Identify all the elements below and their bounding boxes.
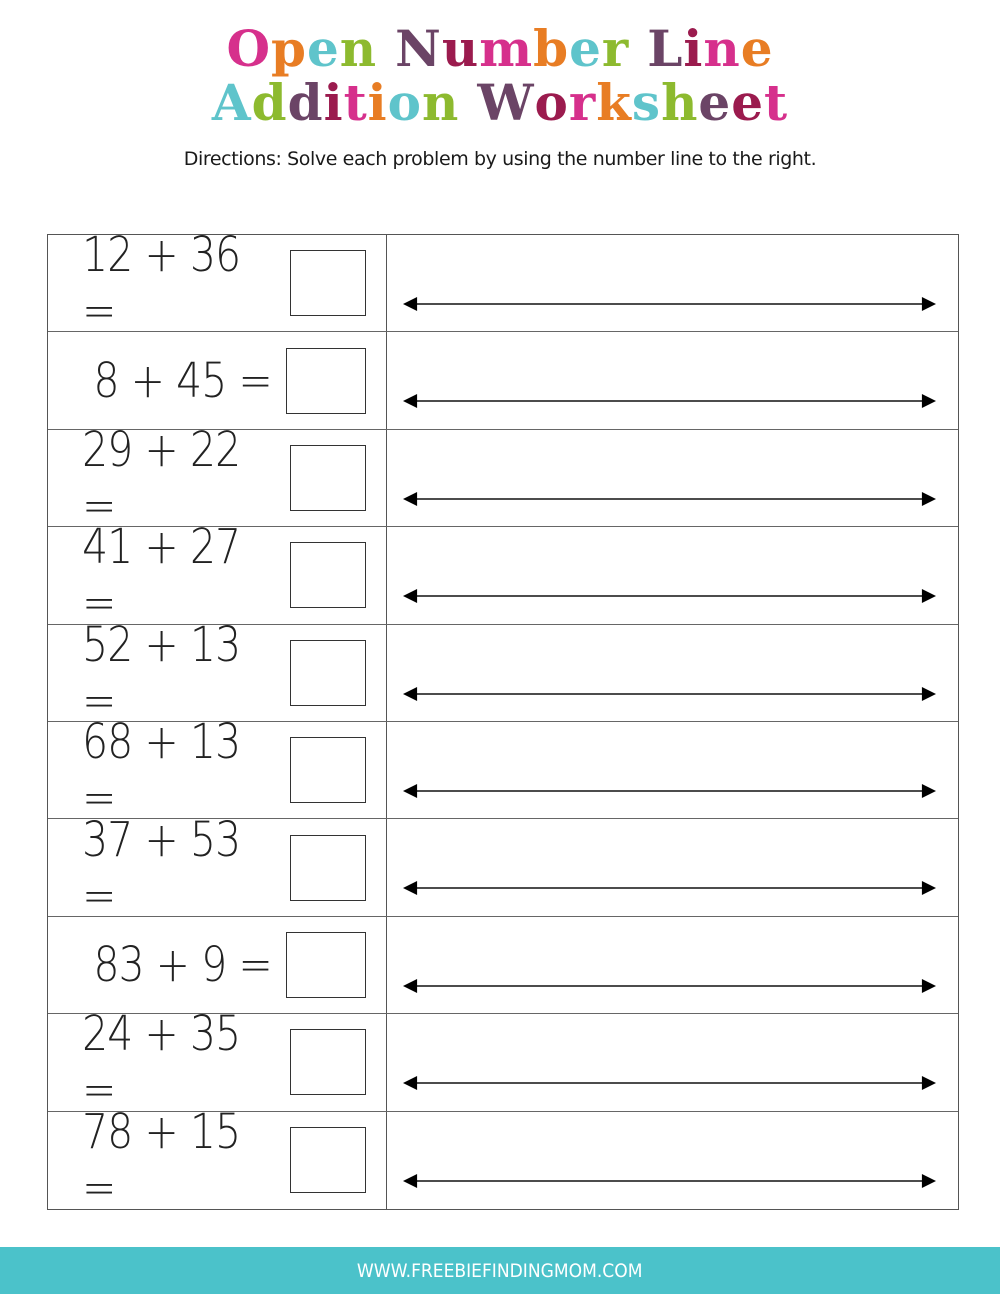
answer-box[interactable] <box>290 250 366 316</box>
equation-cell <box>48 1006 387 1119</box>
title-letter: n <box>422 73 460 132</box>
double-arrow-number-line-icon <box>403 1076 936 1090</box>
equation-text: 78 + 15 = <box>82 1104 241 1217</box>
title-letter: n <box>703 19 741 78</box>
answer-box[interactable] <box>290 1029 366 1095</box>
equation-text: 37 + 53 = <box>82 811 241 924</box>
title-letter: b <box>533 19 570 78</box>
problem-row <box>48 811 958 924</box>
number-line-cell[interactable] <box>387 722 958 818</box>
answer-box[interactable] <box>286 932 366 998</box>
equation-text: 24 + 35 = <box>82 1006 241 1119</box>
answer-box[interactable] <box>290 640 366 706</box>
equation-text: 12 + 36 = <box>82 227 241 340</box>
equation-text: 52 + 13 = <box>82 616 241 729</box>
equation-cell <box>48 332 387 428</box>
problem-row <box>48 917 958 1014</box>
title-letter <box>377 22 395 76</box>
title-letter: u <box>441 19 480 78</box>
double-arrow-number-line-icon <box>403 784 936 798</box>
answer-box[interactable] <box>286 348 366 414</box>
number-line-cell[interactable] <box>387 332 958 428</box>
equation-cell <box>48 811 387 924</box>
equation-text: 8 + 45 = <box>93 352 272 409</box>
title-letter: d <box>287 73 324 132</box>
double-arrow-number-line-icon <box>403 687 936 701</box>
problem-row <box>48 714 958 827</box>
equation-cell <box>48 421 387 534</box>
title-letter <box>459 76 477 130</box>
equation-cell <box>48 1104 387 1217</box>
title-letter: i <box>323 73 344 132</box>
number-line-cell[interactable] <box>387 235 958 331</box>
number-line-cell[interactable] <box>387 917 958 1013</box>
title-letter: O <box>226 19 271 78</box>
equation-cell <box>48 714 387 827</box>
problem-row <box>48 421 958 534</box>
title-letter: t <box>343 73 368 132</box>
title-letter: W <box>477 73 535 132</box>
title-letter: o <box>534 73 569 132</box>
title-letter <box>629 22 647 76</box>
title-letter: d <box>251 73 288 132</box>
answer-box[interactable] <box>290 737 366 803</box>
number-line-cell[interactable] <box>387 1014 958 1110</box>
double-arrow-number-line-icon <box>403 1174 936 1188</box>
equation-cell <box>48 616 387 729</box>
equation-cell <box>48 917 387 1013</box>
problem-row <box>48 332 958 429</box>
directions-text: Directions: Solve each problem by using the number line to the right. <box>183 148 817 170</box>
title-letter: i <box>683 19 704 78</box>
title-letter: e <box>306 19 340 78</box>
title-letter: r <box>601 19 630 78</box>
title-letter: h <box>661 73 699 132</box>
number-line-cell[interactable] <box>387 527 958 623</box>
title-line-1 <box>0 19 1000 78</box>
equation-text: 68 + 13 = <box>82 714 241 827</box>
title-letter: p <box>271 19 307 78</box>
answer-box[interactable] <box>290 445 366 511</box>
title-letter: e <box>569 19 602 78</box>
double-arrow-number-line-icon <box>403 394 936 408</box>
problem-row <box>48 519 958 632</box>
title-letter: i <box>367 73 388 132</box>
title-letter: s <box>631 73 662 132</box>
problem-row <box>48 1104 958 1217</box>
equation-text: 41 + 27 = <box>82 519 241 632</box>
footer-website-link[interactable]: WWW.FREEBIEFINDINGMOM.COM <box>357 1259 643 1282</box>
double-arrow-number-line-icon <box>403 297 936 311</box>
equation-cell <box>48 519 387 632</box>
title-letter: m <box>479 19 534 78</box>
title-letter: e <box>740 19 774 78</box>
problems-table <box>47 227 959 1217</box>
answer-box[interactable] <box>290 542 366 608</box>
title-letter: o <box>387 73 423 132</box>
equation-cell <box>48 227 387 340</box>
double-arrow-number-line-icon <box>403 979 936 993</box>
title-letter: A <box>211 73 252 132</box>
number-line-cell[interactable] <box>387 1112 958 1209</box>
double-arrow-number-line-icon <box>403 589 936 603</box>
answer-box[interactable] <box>290 835 366 901</box>
problem-row <box>48 227 958 340</box>
double-arrow-number-line-icon <box>403 492 936 506</box>
number-line-cell[interactable] <box>387 819 958 915</box>
equation-text: 83 + 9 = <box>93 936 272 993</box>
title-letter: k <box>596 73 632 132</box>
double-arrow-number-line-icon <box>403 881 936 895</box>
title-letter: n <box>339 19 378 78</box>
number-line-cell[interactable] <box>387 430 958 526</box>
title-line-2 <box>0 73 1000 132</box>
equation-text: 29 + 22 = <box>82 421 241 534</box>
answer-box[interactable] <box>290 1127 366 1193</box>
title-letter: e <box>698 73 732 132</box>
title-letter: r <box>568 73 597 132</box>
title-letter: e <box>731 73 765 132</box>
title-letter: L <box>647 19 684 78</box>
footer-banner <box>0 1247 1000 1294</box>
problem-row <box>48 1006 958 1119</box>
title-letter: t <box>764 73 789 132</box>
number-line-cell[interactable] <box>387 625 958 721</box>
problem-row <box>48 616 958 729</box>
title-letter: N <box>395 19 442 78</box>
